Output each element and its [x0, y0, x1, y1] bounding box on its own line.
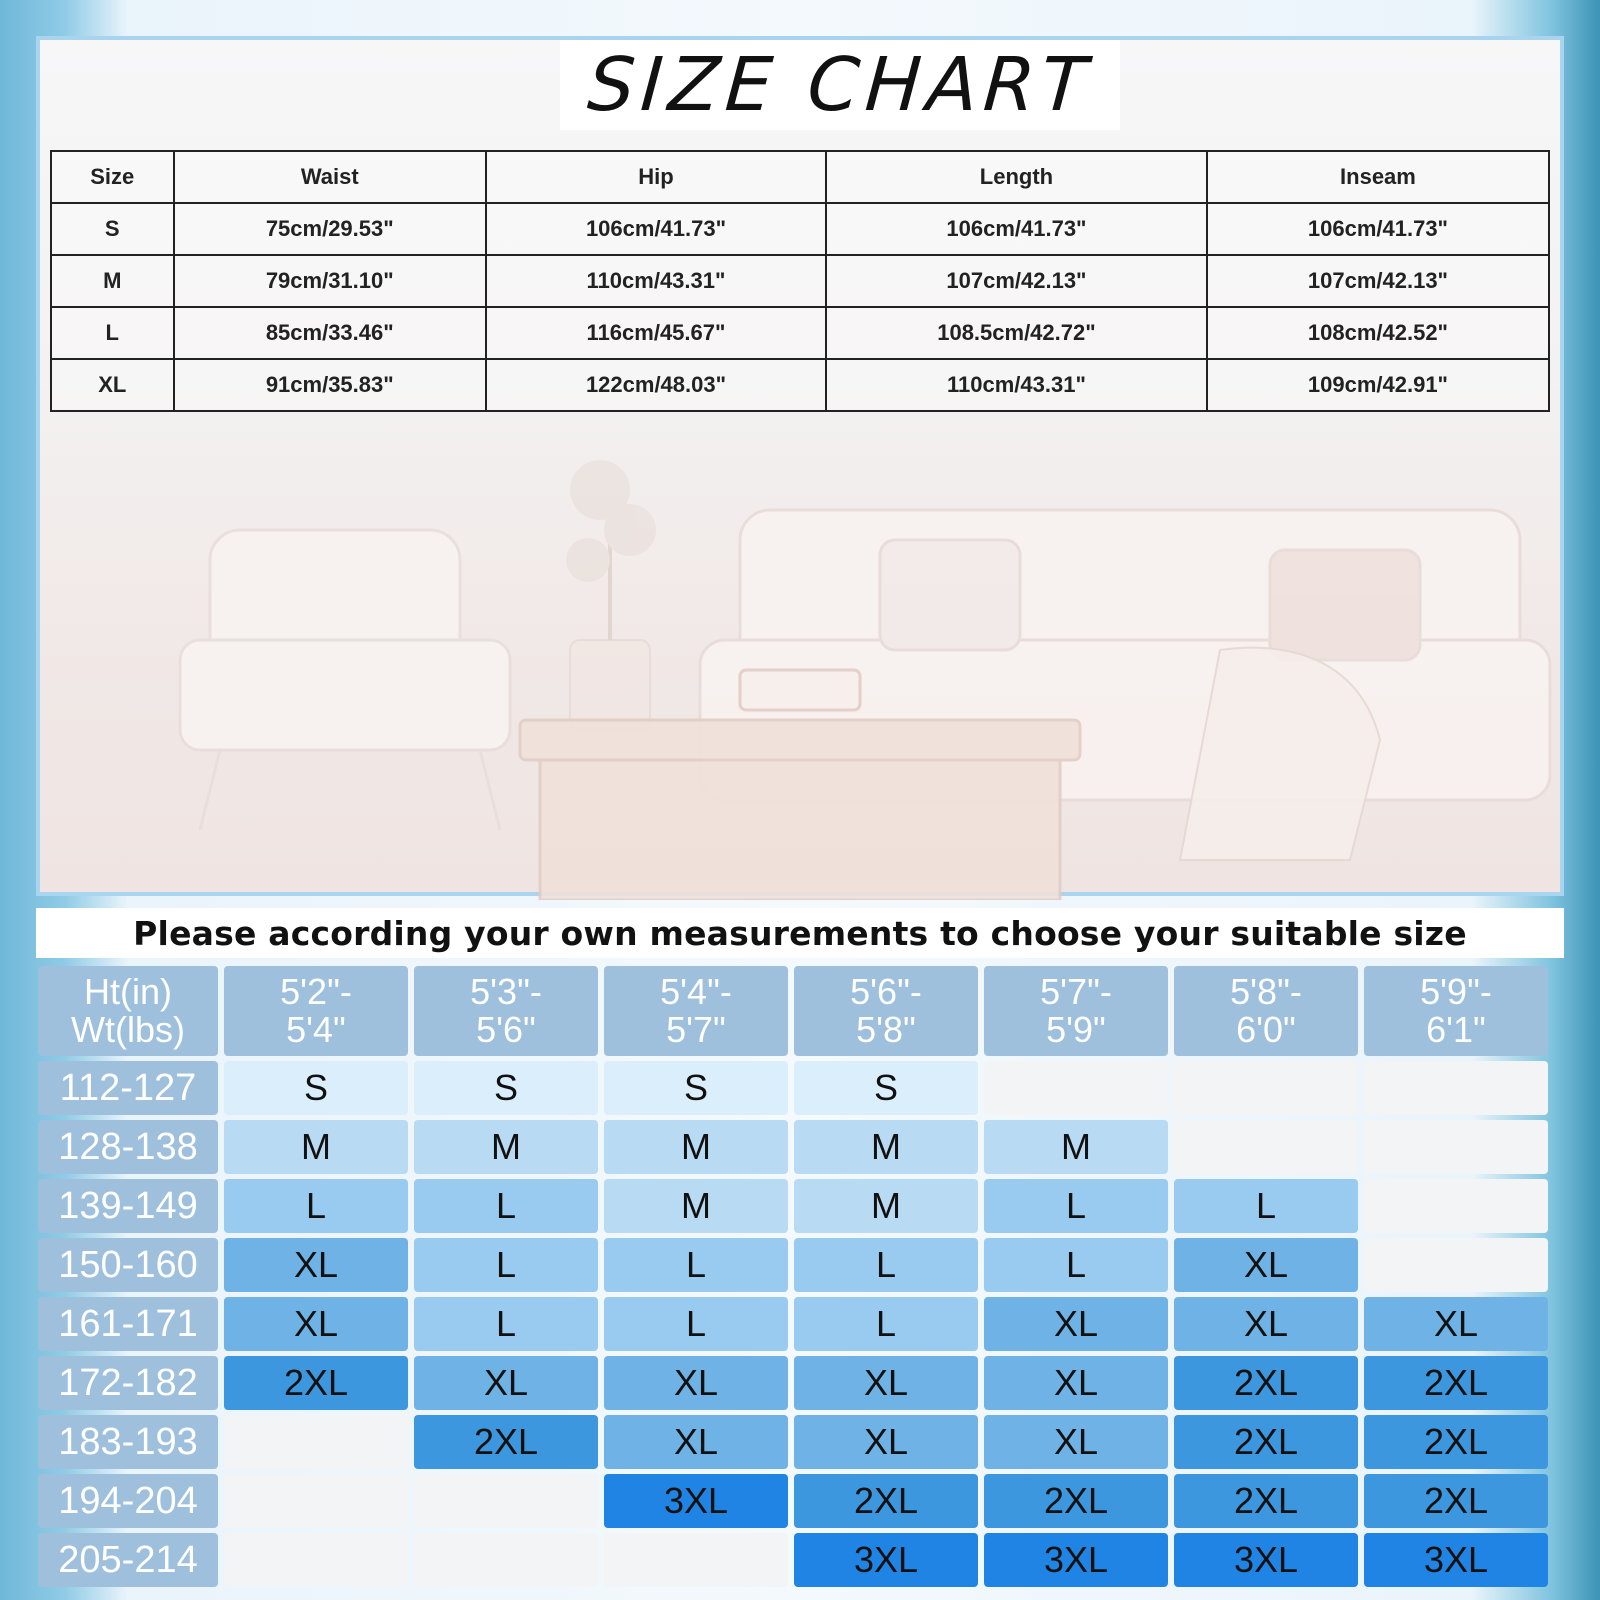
size-cell: 2XL [414, 1415, 598, 1469]
height-range-line: 5'6" [476, 1009, 536, 1050]
size-cell [224, 1474, 408, 1528]
size-cell: XL [984, 1297, 1168, 1351]
height-range-line: 5'9" [1046, 1009, 1106, 1050]
size-cell: 3XL [604, 1474, 788, 1528]
size-cell: M [604, 1179, 788, 1233]
instruction-banner [36, 908, 1564, 958]
height-range-line: 5'7" [666, 1009, 726, 1050]
size-cell: 2XL [1364, 1474, 1548, 1528]
size-cell: 3XL [794, 1533, 978, 1587]
table-cell: 107cm/42.13" [1207, 255, 1549, 307]
instruction-text: Please according your own measurements to choose your suitable size [133, 913, 1467, 953]
table-cell: 75cm/29.53" [174, 203, 486, 255]
height-range-line: 6'0" [1236, 1009, 1296, 1050]
size-cell: 2XL [984, 1474, 1168, 1528]
size-cell [224, 1415, 408, 1469]
weight-row-header: 150-160 [38, 1238, 218, 1292]
size-cell [1174, 1061, 1358, 1115]
size-cell: 2XL [1364, 1415, 1548, 1469]
size-cell: XL [984, 1356, 1168, 1410]
size-cell: XL [984, 1415, 1168, 1469]
weight-row-header: 205-214 [38, 1533, 218, 1587]
size-cell: M [414, 1120, 598, 1174]
height-range-line: 5'8"- [1230, 971, 1302, 1012]
table-cell: XL [51, 359, 174, 411]
size-cell: 2XL [1174, 1415, 1358, 1469]
size-cell [984, 1061, 1168, 1115]
height-range-line: 5'4" [286, 1009, 346, 1050]
size-cell: S [604, 1061, 788, 1115]
weight-axis-label: Wt(lbs) [71, 1009, 185, 1050]
height-range-line: 5'2"- [280, 971, 352, 1012]
height-column-header [414, 966, 598, 1056]
table-cell: 110cm/43.31" [486, 255, 826, 307]
table-cell: L [51, 307, 174, 359]
table-cell: 79cm/31.10" [174, 255, 486, 307]
size-cell: L [414, 1297, 598, 1351]
size-cell: L [984, 1179, 1168, 1233]
size-cell: M [604, 1120, 788, 1174]
size-cell: XL [414, 1356, 598, 1410]
size-cell [1174, 1120, 1358, 1174]
height-column-header [984, 966, 1168, 1056]
size-cell [414, 1533, 598, 1587]
size-cell: 2XL [1174, 1356, 1358, 1410]
size-cell: L [224, 1179, 408, 1233]
table-cell: 108.5cm/42.72" [826, 307, 1207, 359]
size-cell: XL [1364, 1297, 1548, 1351]
size-cell: 2XL [1174, 1474, 1358, 1528]
weight-row-header: 172-182 [38, 1356, 218, 1410]
size-cell: L [604, 1238, 788, 1292]
weight-row-header: 161-171 [38, 1297, 218, 1351]
height-range-line: 5'7"- [1040, 971, 1112, 1012]
title-banner [560, 40, 1120, 130]
table-cell: 106cm/41.73" [486, 203, 826, 255]
height-range-line: 5'6"- [850, 971, 922, 1012]
height-axis-label: Ht(in) [83, 971, 172, 1012]
size-cell: M [224, 1120, 408, 1174]
table-cell: 108cm/42.52" [1207, 307, 1549, 359]
size-cell: XL [794, 1415, 978, 1469]
size-cell [1364, 1179, 1548, 1233]
table-cell: 122cm/48.03" [486, 359, 826, 411]
column-header: Inseam [1207, 151, 1549, 203]
size-cell: L [794, 1238, 978, 1292]
table-header-row [51, 151, 1549, 203]
column-header: Size [51, 151, 174, 203]
size-cell: XL [794, 1356, 978, 1410]
size-cell [1364, 1120, 1548, 1174]
size-cell: 2XL [794, 1474, 978, 1528]
height-column-header [224, 966, 408, 1056]
size-cell: XL [604, 1415, 788, 1469]
size-cell: M [794, 1179, 978, 1233]
size-cell [224, 1533, 408, 1587]
height-column-header [1174, 966, 1358, 1056]
height-range-line: 5'4"- [660, 971, 732, 1012]
height-column-header [794, 966, 978, 1056]
corner-header [38, 966, 218, 1056]
table-row [51, 307, 1549, 359]
size-cell: 3XL [1364, 1533, 1548, 1587]
size-cell [1364, 1061, 1548, 1115]
size-cell: L [984, 1238, 1168, 1292]
size-recommendation-grid [38, 966, 1568, 1596]
height-range-line: 6'1" [1426, 1009, 1486, 1050]
page-title: SIZE CHART [584, 42, 1096, 128]
column-header: Hip [486, 151, 826, 203]
weight-row-header: 112-127 [38, 1061, 218, 1115]
table-cell: 116cm/45.67" [486, 307, 826, 359]
size-cell: L [794, 1297, 978, 1351]
size-cell: 2XL [1364, 1356, 1548, 1410]
size-cell: L [414, 1238, 598, 1292]
table-cell: S [51, 203, 174, 255]
size-cell: S [414, 1061, 598, 1115]
size-cell: XL [224, 1238, 408, 1292]
size-cell: M [984, 1120, 1168, 1174]
weight-row-header: 194-204 [38, 1474, 218, 1528]
weight-row-header: 128-138 [38, 1120, 218, 1174]
height-column-header [604, 966, 788, 1056]
measurement-table [50, 150, 1550, 412]
height-range-line: 5'3"- [470, 971, 542, 1012]
size-cell: 3XL [984, 1533, 1168, 1587]
table-row [51, 203, 1549, 255]
size-cell: XL [224, 1297, 408, 1351]
table-row [51, 359, 1549, 411]
height-column-header [1364, 966, 1548, 1056]
size-cell: M [794, 1120, 978, 1174]
size-cell: L [1174, 1179, 1358, 1233]
size-cell: 2XL [224, 1356, 408, 1410]
column-header: Length [826, 151, 1207, 203]
size-cell: S [224, 1061, 408, 1115]
size-cell: XL [1174, 1297, 1358, 1351]
size-cell: 3XL [1174, 1533, 1358, 1587]
table-cell: 110cm/43.31" [826, 359, 1207, 411]
size-cell: S [794, 1061, 978, 1115]
size-cell [604, 1533, 788, 1587]
height-range-line: 5'9"- [1420, 971, 1492, 1012]
size-cell: XL [1174, 1238, 1358, 1292]
column-header: Waist [174, 151, 486, 203]
table-cell: 106cm/41.73" [1207, 203, 1549, 255]
table-cell: M [51, 255, 174, 307]
table-cell: 106cm/41.73" [826, 203, 1207, 255]
table-cell: 91cm/35.83" [174, 359, 486, 411]
size-cell: XL [604, 1356, 788, 1410]
weight-row-header: 139-149 [38, 1179, 218, 1233]
size-cell: L [604, 1297, 788, 1351]
table-cell: 85cm/33.46" [174, 307, 486, 359]
size-cell [414, 1474, 598, 1528]
weight-row-header: 183-193 [38, 1415, 218, 1469]
size-cell [1364, 1238, 1548, 1292]
table-cell: 107cm/42.13" [826, 255, 1207, 307]
table-cell: 109cm/42.91" [1207, 359, 1549, 411]
table-row [51, 255, 1549, 307]
height-range-line: 5'8" [856, 1009, 916, 1050]
size-cell: L [414, 1179, 598, 1233]
